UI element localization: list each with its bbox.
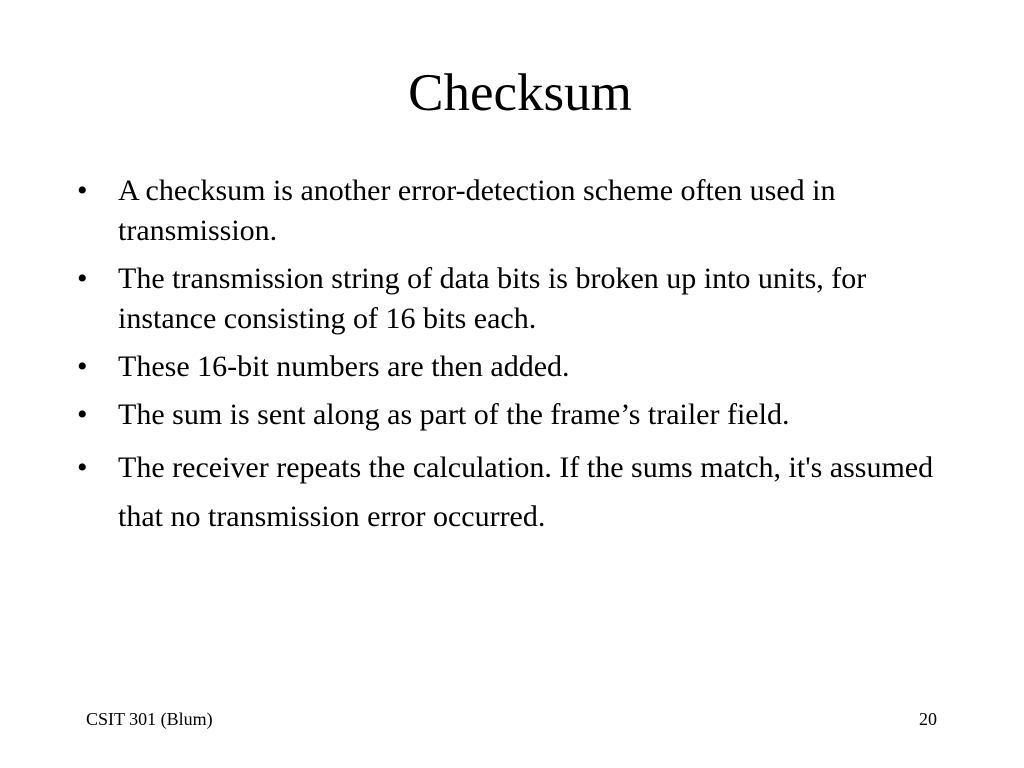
slide-number: 20 — [919, 709, 937, 729]
bullet-marker: • — [77, 451, 88, 484]
bullet-marker: • — [77, 174, 88, 207]
bullet-text: A checksum is another error-detection scheme often used in transmission. — [118, 174, 836, 247]
bullet-item — [77, 347, 947, 387]
bullet-marker: • — [77, 398, 88, 431]
bullet-item — [77, 171, 947, 251]
bullet-marker: • — [77, 262, 88, 295]
footer-course-label: CSIT 301 (Blum) — [86, 709, 213, 729]
bullet-text: These 16-bit numbers are then added. — [118, 350, 570, 383]
bullet-list — [77, 171, 947, 549]
bullet-text: The sum is sent along as part of the frame’s trailer field. — [118, 398, 790, 431]
bullet-item — [77, 395, 947, 435]
bullet-item — [77, 443, 947, 541]
bullet-marker: • — [77, 350, 88, 383]
bullet-text: The receiver repeats the calculation. If the sums match, it's assumed that no transmission error occurred. — [118, 451, 934, 533]
slide-title: Checksum — [408, 64, 632, 122]
bullet-item — [77, 259, 947, 339]
bullet-text: The transmission string of data bits is broken up into units, for instance consisting of 16 bits each. — [118, 262, 867, 335]
